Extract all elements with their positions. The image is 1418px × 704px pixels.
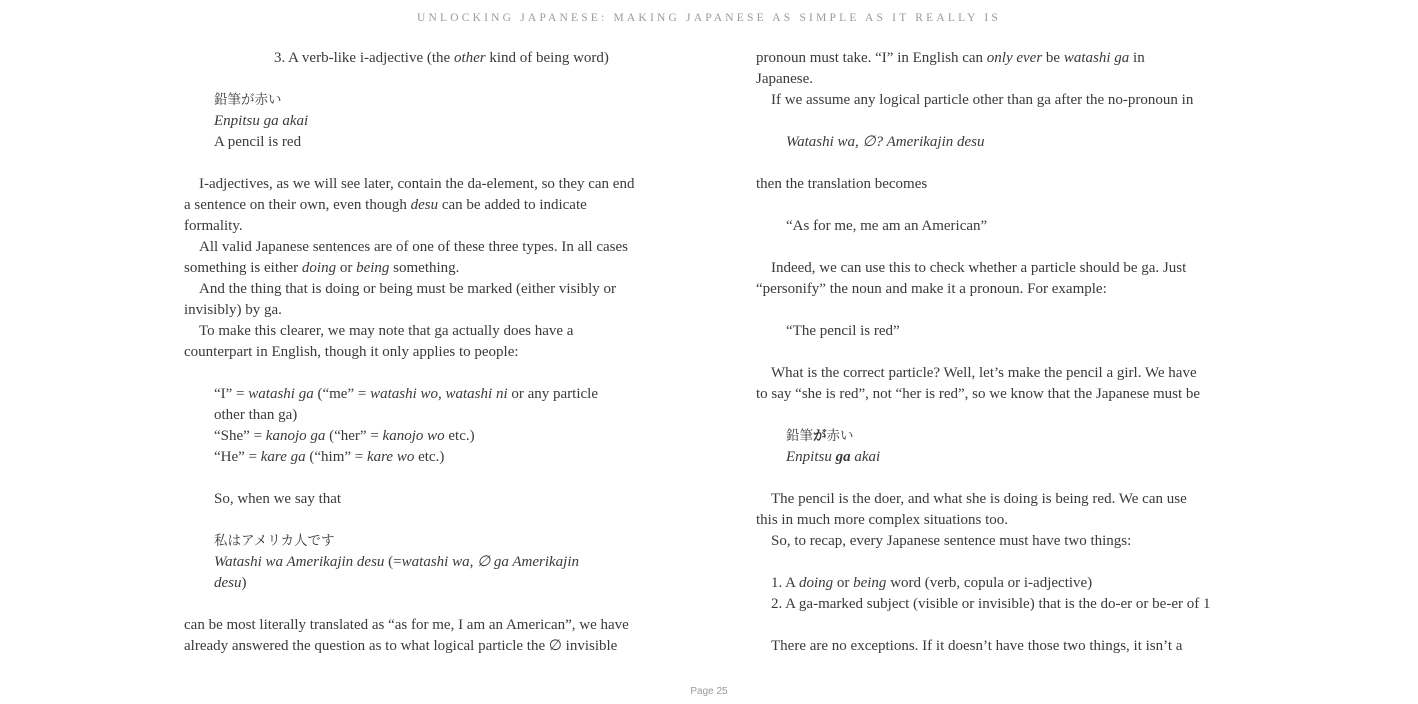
paragraph-line: formality. <box>184 218 243 234</box>
list-item: 2. A ga-marked subject (visible or invisible) that is the do-er or be-er of 1 <box>771 596 1211 612</box>
left-column <box>184 48 684 657</box>
running-header: UNLOCKING JAPANESE: MAKING JAPANESE AS SIMPLE AS IT REALLY IS <box>417 12 1001 24</box>
quote-line: “As for me, me am an American” <box>786 218 988 234</box>
example-japanese: 私はアメリカ人です <box>214 533 335 549</box>
paragraph-line: invisibly) by ga. <box>184 302 282 318</box>
example-romaji: Watashi wa, ∅? Amerikajin desu <box>786 134 985 150</box>
paragraph-line: The pencil is the doer, and what she is doing is being red. We can use <box>771 491 1187 507</box>
example-romaji: Enpitsu ga akai <box>786 449 881 465</box>
paragraph-line: to say “she is red”, not “her is red”, so we know that the Japanese must be <box>756 386 1201 402</box>
paragraph-line: I-adjectives, as we will see later, contain the da-element, so they can end <box>199 176 635 192</box>
section-heading: 3. A verb-like i-adjective (the other kind of being word) <box>274 50 609 66</box>
pronoun-line-she: “She” = kanojo ga (“her” = kanojo wo etc.) <box>214 428 475 444</box>
paragraph-line: this in much more complex situations too. <box>756 512 1009 528</box>
example-translation: A pencil is red <box>214 134 302 150</box>
paragraph-line: All valid Japanese sentences are of one of these three types. In all cases <box>199 239 628 255</box>
paragraph-line: can be most literally translated as “as for me, I am an American”, we have <box>184 617 629 633</box>
example-romaji: Watashi wa Amerikajin desu (=watashi wa, ∅ ga Amerikajin <box>214 554 580 570</box>
paragraph-line: So, to recap, every Japanese sentence must have two things: <box>771 533 1132 549</box>
example-japanese: 鉛筆が赤い <box>786 428 854 444</box>
right-column <box>756 48 1276 657</box>
paragraph-line: counterpart in English, though it only applies to people: <box>184 344 519 360</box>
example-romaji: Enpitsu ga akai <box>214 113 309 129</box>
paragraph-line: “personify” the noun and make it a pronoun. For example: <box>756 281 1107 297</box>
paragraph-line: a sentence on their own, even though desu can be added to indicate <box>184 197 587 213</box>
paragraph-line: pronoun must take. “I” in English can only ever be watashi ga in <box>756 50 1145 66</box>
paragraph-line: then the translation becomes <box>756 176 928 192</box>
pronoun-line-i: “I” = watashi ga (“me” = watashi wo, watashi ni or any particle <box>214 386 598 402</box>
paragraph-line: What is the correct particle? Well, let’s make the pencil a girl. We have <box>771 365 1197 381</box>
paragraph-line: already answered the question as to what logical particle the ∅ invisible <box>184 638 618 654</box>
page-number: Page 25 <box>690 686 728 697</box>
quote-line: “The pencil is red” <box>786 323 900 339</box>
paragraph-line: something is either doing or being something. <box>184 260 460 276</box>
paragraph-line: Indeed, we can use this to check whether a particle should be ga. Just <box>771 260 1187 276</box>
pronoun-line-i-cont: other than ga) <box>214 407 298 423</box>
paragraph-line: And the thing that is doing or being must be marked (either visibly or <box>199 281 617 297</box>
paragraph-line: Japanese. <box>756 71 814 87</box>
paragraph-line: There are no exceptions. If it doesn’t have those two things, it isn’t a <box>771 638 1183 654</box>
example-japanese: 鉛筆が赤い <box>214 92 282 108</box>
list-item: 1. A doing or being word (verb, copula or i-adjective) <box>771 575 1093 591</box>
example-romaji-cont: desu) <box>214 575 247 591</box>
pronoun-line-he: “He” = kare ga (“him” = kare wo etc.) <box>214 449 445 465</box>
paragraph-line: So, when we say that <box>214 491 342 507</box>
paragraph-line: If we assume any logical particle other than ga after the no-pronoun in <box>771 92 1194 108</box>
paragraph-line: To make this clearer, we may note that ga actually does have a <box>199 323 574 339</box>
